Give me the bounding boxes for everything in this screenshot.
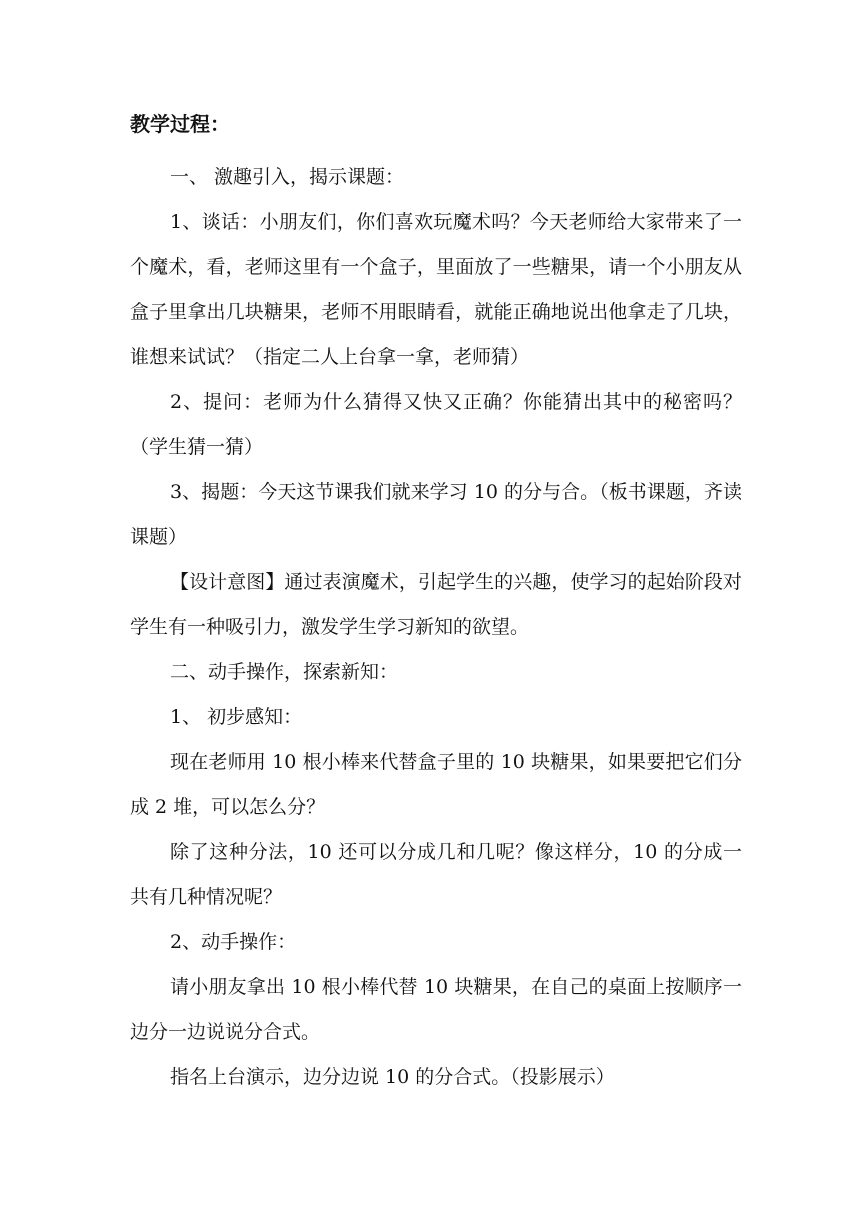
section-two-title: 二、动手操作，探索新知：	[170, 661, 399, 683]
paragraph-design-intent: 【设计意图】通过表演魔术，引起学生的兴趣，使学习的起始阶段对学生有一种吸引力，激发学生学习新知的欲望。	[130, 571, 742, 638]
subsection-perception: 1、 初步感知：	[170, 706, 303, 728]
paragraph-demo: 指名上台演示，边分边说 10 的分合式。（投影展示）	[170, 1066, 615, 1088]
section-heading: 教学过程：	[130, 112, 230, 136]
document-page	[130, 108, 742, 1100]
paragraph-sticks: 现在老师用 10 根小棒来代替盒子里的 10 块糖果，如果要把它们分成 2 堆，可以怎么分？	[130, 751, 742, 818]
paragraph-topic: 3、揭题：今天这节课我们就来学习 10 的分与合。（板书课题，齐读课题）	[130, 481, 742, 548]
paragraph-question: 2、提问：老师为什么猜得又快又正确？你能猜出其中的秘密吗？（学生猜一猜）	[130, 391, 742, 458]
paragraph-talk: 1、谈话：小朋友们，你们喜欢玩魔术吗？今天老师给大家带来了一个魔术，看，老师这里有一个盒子，里面放了一些糖果，请一个小朋友从盒子里拿出几块糖果，老师不用眼睛看，就能正确地说出他拿走了几块，谁想来试试？（指定二人上台拿一拿，老师猜）	[130, 211, 742, 368]
paragraph-hands-on: 请小朋友拿出 10 根小棒代替 10 块糖果，在自己的桌面上按顺序一边分一边说说分合式。	[130, 976, 742, 1043]
section-one-title: 一、 激趣引入，揭示课题：	[170, 166, 405, 188]
subsection-hands-on: 2、动手操作：	[170, 931, 297, 953]
paragraph-other-ways: 除了这种分法，10 还可以分成几和几呢？像这样分，10 的分成一共有几种情况呢？	[130, 841, 742, 908]
